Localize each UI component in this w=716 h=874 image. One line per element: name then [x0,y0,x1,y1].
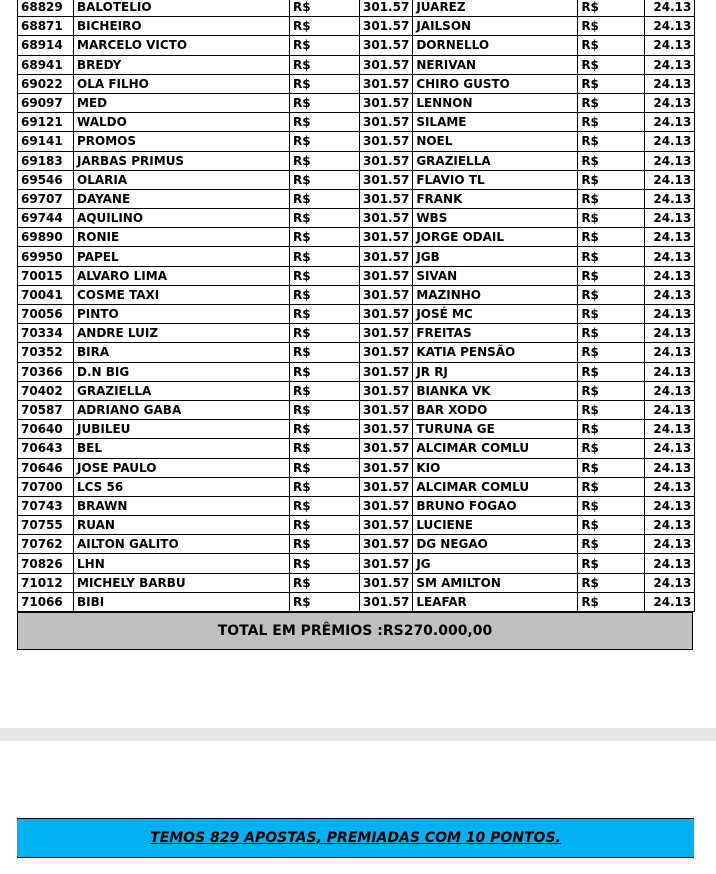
table-row [18,36,695,55]
currency-cell: R$ [578,420,645,439]
currency-cell: R$ [578,209,645,228]
secondary-name-cell: NOEL [413,132,578,151]
prize-value-cell: 301.57 [360,55,413,74]
results-table-body [18,0,695,612]
prize-value-cell: 301.57 [360,17,413,36]
currency-cell: R$ [290,132,360,151]
prize-value-cell: 301.57 [360,496,413,515]
secondary-name-cell: JAILSON [413,17,578,36]
currency-cell: R$ [578,93,645,112]
player-name-cell: JUBILEU [74,420,290,439]
secondary-name-cell: BIANKA VK [413,381,578,400]
player-name-cell: BEL [74,439,290,458]
table-row [18,381,695,400]
table-row [18,420,695,439]
currency-cell: R$ [290,420,360,439]
ticket-id-cell: 70015 [18,266,74,285]
prize-value-cell: 301.57 [360,458,413,477]
secondary-value-cell: 24.13 [645,228,695,247]
currency-cell: R$ [578,36,645,55]
currency-cell: R$ [578,55,645,74]
prize-value-cell: 301.57 [360,343,413,362]
secondary-value-cell: 24.13 [645,305,695,324]
prize-value-cell: 301.57 [360,535,413,554]
currency-cell: R$ [290,554,360,573]
player-name-cell: BRAWN [74,496,290,515]
player-name-cell: LCS 56 [74,477,290,496]
player-name-cell: DAYANE [74,189,290,208]
currency-cell: R$ [578,0,645,17]
table-row [18,132,695,151]
secondary-value-cell: 24.13 [645,0,695,17]
currency-cell: R$ [290,266,360,285]
player-name-cell: LHN [74,554,290,573]
secondary-value-cell: 24.13 [645,458,695,477]
secondary-value-cell: 24.13 [645,132,695,151]
secondary-value-cell: 24.13 [645,93,695,112]
prize-value-cell: 301.57 [360,439,413,458]
player-name-cell: ADRIANO GABA [74,400,290,419]
secondary-value-cell: 24.13 [645,420,695,439]
currency-cell: R$ [578,477,645,496]
ticket-id-cell: 70056 [18,305,74,324]
ticket-id-cell: 69744 [18,209,74,228]
currency-cell: R$ [290,324,360,343]
ticket-id-cell: 70762 [18,535,74,554]
ticket-id-cell: 68829 [18,0,74,17]
results-table [17,0,695,612]
prize-value-cell: 301.57 [360,324,413,343]
secondary-value-cell: 24.13 [645,535,695,554]
total-prizes-label: TOTAL EM PRÊMIOS :RS270.000,00 [217,623,493,639]
table-row [18,17,695,36]
prize-value-cell: 301.57 [360,151,413,170]
prize-value-cell: 301.57 [360,400,413,419]
currency-cell: R$ [290,458,360,477]
secondary-value-cell: 24.13 [645,170,695,189]
secondary-value-cell: 24.13 [645,516,695,535]
prize-value-cell: 301.57 [360,132,413,151]
currency-cell: R$ [578,170,645,189]
secondary-value-cell: 24.13 [645,573,695,592]
secondary-name-cell: JR RJ [413,362,578,381]
ticket-id-cell: 70334 [18,324,74,343]
player-name-cell: PROMOS [74,132,290,151]
player-name-cell: RUAN [74,516,290,535]
currency-cell: R$ [578,343,645,362]
table-row [18,55,695,74]
page-separator [0,728,716,741]
ticket-id-cell: 68941 [18,55,74,74]
table-row [18,0,695,17]
currency-cell: R$ [578,305,645,324]
currency-cell: R$ [290,151,360,170]
currency-cell: R$ [290,516,360,535]
secondary-value-cell: 24.13 [645,55,695,74]
secondary-value-cell: 24.13 [645,324,695,343]
ticket-id-cell: 69707 [18,189,74,208]
prize-value-cell: 301.57 [360,247,413,266]
secondary-value-cell: 24.13 [645,343,695,362]
ticket-id-cell: 69022 [18,74,74,93]
ticket-id-cell: 70352 [18,343,74,362]
prize-value-cell: 301.57 [360,420,413,439]
secondary-value-cell: 24.13 [645,17,695,36]
currency-cell: R$ [290,305,360,324]
ticket-id-cell: 69121 [18,113,74,132]
table-row [18,400,695,419]
currency-cell: R$ [578,535,645,554]
currency-cell: R$ [290,381,360,400]
table-row [18,439,695,458]
ticket-id-cell: 70643 [18,439,74,458]
secondary-value-cell: 24.13 [645,400,695,419]
currency-cell: R$ [290,343,360,362]
table-row [18,266,695,285]
table-row [18,228,695,247]
secondary-value-cell: 24.13 [645,381,695,400]
prize-value-cell: 301.57 [360,93,413,112]
player-name-cell: PAPEL [74,247,290,266]
player-name-cell: BALOTELIO [74,0,290,17]
currency-cell: R$ [290,247,360,266]
secondary-value-cell: 24.13 [645,36,695,55]
secondary-value-cell: 24.13 [645,74,695,93]
secondary-value-cell: 24.13 [645,477,695,496]
ticket-id-cell: 69950 [18,247,74,266]
secondary-name-cell: DORNELLO [413,36,578,55]
table-row [18,573,695,592]
secondary-name-cell: LENNON [413,93,578,112]
prize-value-cell: 301.57 [360,266,413,285]
player-name-cell: AILTON GALITO [74,535,290,554]
ticket-id-cell: 70700 [18,477,74,496]
total-prizes-bar [17,612,693,650]
secondary-name-cell: JG [413,554,578,573]
table-row [18,170,695,189]
currency-cell: R$ [578,266,645,285]
currency-cell: R$ [578,247,645,266]
currency-cell: R$ [290,170,360,189]
prize-value-cell: 301.57 [360,113,413,132]
prize-value-cell: 301.57 [360,305,413,324]
ticket-id-cell: 69097 [18,93,74,112]
currency-cell: R$ [578,554,645,573]
prize-value-cell: 301.57 [360,74,413,93]
prize-value-cell: 301.57 [360,285,413,304]
table-row [18,247,695,266]
currency-cell: R$ [578,573,645,592]
player-name-cell: BIRA [74,343,290,362]
secondary-name-cell: TURUNA GE [413,420,578,439]
player-name-cell: D.N BIG [74,362,290,381]
secondary-name-cell: FLAVIO TL [413,170,578,189]
bets-notice-banner [17,818,694,858]
player-name-cell: MED [74,93,290,112]
ticket-id-cell: 70743 [18,496,74,515]
prize-value-cell: 301.57 [360,228,413,247]
ticket-id-cell: 69546 [18,170,74,189]
player-name-cell: OLARIA [74,170,290,189]
currency-cell: R$ [578,400,645,419]
secondary-name-cell: JOSÉ MC [413,305,578,324]
prize-value-cell: 301.57 [360,36,413,55]
prize-value-cell: 301.57 [360,362,413,381]
ticket-id-cell: 71012 [18,573,74,592]
currency-cell: R$ [290,113,360,132]
secondary-name-cell: DG NEGAO [413,535,578,554]
currency-cell: R$ [290,439,360,458]
currency-cell: R$ [578,113,645,132]
secondary-name-cell: KIO [413,458,578,477]
currency-cell: R$ [578,362,645,381]
secondary-name-cell: NERIVAN [413,55,578,74]
currency-cell: R$ [290,535,360,554]
prize-value-cell: 301.57 [360,573,413,592]
ticket-id-cell: 70402 [18,381,74,400]
player-name-cell: COSME TAXI [74,285,290,304]
currency-cell: R$ [578,381,645,400]
table-row [18,592,695,611]
table-row [18,93,695,112]
currency-cell: R$ [290,36,360,55]
prize-value-cell: 301.57 [360,209,413,228]
secondary-value-cell: 24.13 [645,209,695,228]
player-name-cell: MICHELY BARBU [74,573,290,592]
secondary-value-cell: 24.13 [645,189,695,208]
secondary-name-cell: GRAZIELLA [413,151,578,170]
table-row [18,458,695,477]
currency-cell: R$ [290,228,360,247]
table-row [18,362,695,381]
secondary-name-cell: BAR XODO [413,400,578,419]
ticket-id-cell: 69183 [18,151,74,170]
secondary-name-cell: FRANK [413,189,578,208]
secondary-name-cell: JORGE ODAIL [413,228,578,247]
secondary-name-cell: JGB [413,247,578,266]
prize-value-cell: 301.57 [360,477,413,496]
currency-cell: R$ [578,592,645,611]
secondary-name-cell: ALCIMAR COMLU [413,439,578,458]
player-name-cell: ANDRE LUIZ [74,324,290,343]
secondary-value-cell: 24.13 [645,592,695,611]
table-row [18,209,695,228]
secondary-name-cell: BRUNO FOGAO [413,496,578,515]
player-name-cell: ALVARO LIMA [74,266,290,285]
secondary-value-cell: 24.13 [645,554,695,573]
ticket-id-cell: 70366 [18,362,74,381]
ticket-id-cell: 68914 [18,36,74,55]
player-name-cell: OLA FILHO [74,74,290,93]
secondary-name-cell: SILAME [413,113,578,132]
player-name-cell: MARCELO VICTO [74,36,290,55]
ticket-id-cell: 70041 [18,285,74,304]
currency-cell: R$ [290,362,360,381]
player-name-cell: BIBI [74,592,290,611]
currency-cell: R$ [290,592,360,611]
ticket-id-cell: 70755 [18,516,74,535]
secondary-name-cell: SIVAN [413,266,578,285]
currency-cell: R$ [290,0,360,17]
currency-cell: R$ [578,496,645,515]
currency-cell: R$ [290,400,360,419]
currency-cell: R$ [290,573,360,592]
ticket-id-cell: 70826 [18,554,74,573]
table-row [18,324,695,343]
currency-cell: R$ [290,209,360,228]
currency-cell: R$ [290,285,360,304]
currency-cell: R$ [578,458,645,477]
table-row [18,343,695,362]
secondary-value-cell: 24.13 [645,439,695,458]
table-row [18,496,695,515]
prize-value-cell: 301.57 [360,554,413,573]
prize-value-cell: 301.57 [360,0,413,17]
secondary-value-cell: 24.13 [645,247,695,266]
currency-cell: R$ [578,228,645,247]
table-row [18,305,695,324]
table-row [18,477,695,496]
currency-cell: R$ [290,17,360,36]
secondary-name-cell: KATIA PENSÃO [413,343,578,362]
secondary-name-cell: LUCIENE [413,516,578,535]
player-name-cell: JOSE PAULO [74,458,290,477]
secondary-name-cell: FREITAS [413,324,578,343]
currency-cell: R$ [290,74,360,93]
bets-notice-text: TEMOS 829 APOSTAS, PREMIADAS COM 10 PONTOS. [150,830,561,846]
ticket-id-cell: 69890 [18,228,74,247]
currency-cell: R$ [290,189,360,208]
ticket-id-cell: 68871 [18,17,74,36]
prize-value-cell: 301.57 [360,170,413,189]
player-name-cell: BREDY [74,55,290,74]
currency-cell: R$ [290,55,360,74]
table-row [18,285,695,304]
secondary-name-cell: SM AMILTON [413,573,578,592]
table-row [18,516,695,535]
table-row [18,554,695,573]
secondary-value-cell: 24.13 [645,151,695,170]
currency-cell: R$ [578,285,645,304]
secondary-value-cell: 24.13 [645,266,695,285]
currency-cell: R$ [290,477,360,496]
secondary-value-cell: 24.13 [645,496,695,515]
secondary-name-cell: WBS [413,209,578,228]
ticket-id-cell: 69141 [18,132,74,151]
ticket-id-cell: 70640 [18,420,74,439]
player-name-cell: RONIE [74,228,290,247]
secondary-name-cell: CHIRO GUSTO [413,74,578,93]
player-name-cell: GRAZIELLA [74,381,290,400]
secondary-name-cell: LEAFAR [413,592,578,611]
prize-value-cell: 301.57 [360,592,413,611]
table-row [18,189,695,208]
prize-value-cell: 301.57 [360,381,413,400]
secondary-value-cell: 24.13 [645,362,695,381]
currency-cell: R$ [578,132,645,151]
currency-cell: R$ [578,324,645,343]
currency-cell: R$ [578,189,645,208]
secondary-value-cell: 24.13 [645,113,695,132]
table-row [18,535,695,554]
currency-cell: R$ [578,74,645,93]
table-row [18,151,695,170]
secondary-name-cell: MAZINHO [413,285,578,304]
ticket-id-cell: 70587 [18,400,74,419]
prize-value-cell: 301.57 [360,516,413,535]
secondary-value-cell: 24.13 [645,285,695,304]
player-name-cell: BICHEIRO [74,17,290,36]
player-name-cell: AQUILINO [74,209,290,228]
player-name-cell: WALDO [74,113,290,132]
player-name-cell: PINTO [74,305,290,324]
secondary-name-cell: ALCIMAR COMLU [413,477,578,496]
prize-value-cell: 301.57 [360,189,413,208]
table-row [18,113,695,132]
currency-cell: R$ [578,516,645,535]
ticket-id-cell: 71066 [18,592,74,611]
currency-cell: R$ [578,17,645,36]
table-row [18,74,695,93]
currency-cell: R$ [290,496,360,515]
currency-cell: R$ [578,151,645,170]
currency-cell: R$ [578,439,645,458]
secondary-name-cell: JUAREZ [413,0,578,17]
ticket-id-cell: 70646 [18,458,74,477]
player-name-cell: JARBAS PRIMUS [74,151,290,170]
currency-cell: R$ [290,93,360,112]
